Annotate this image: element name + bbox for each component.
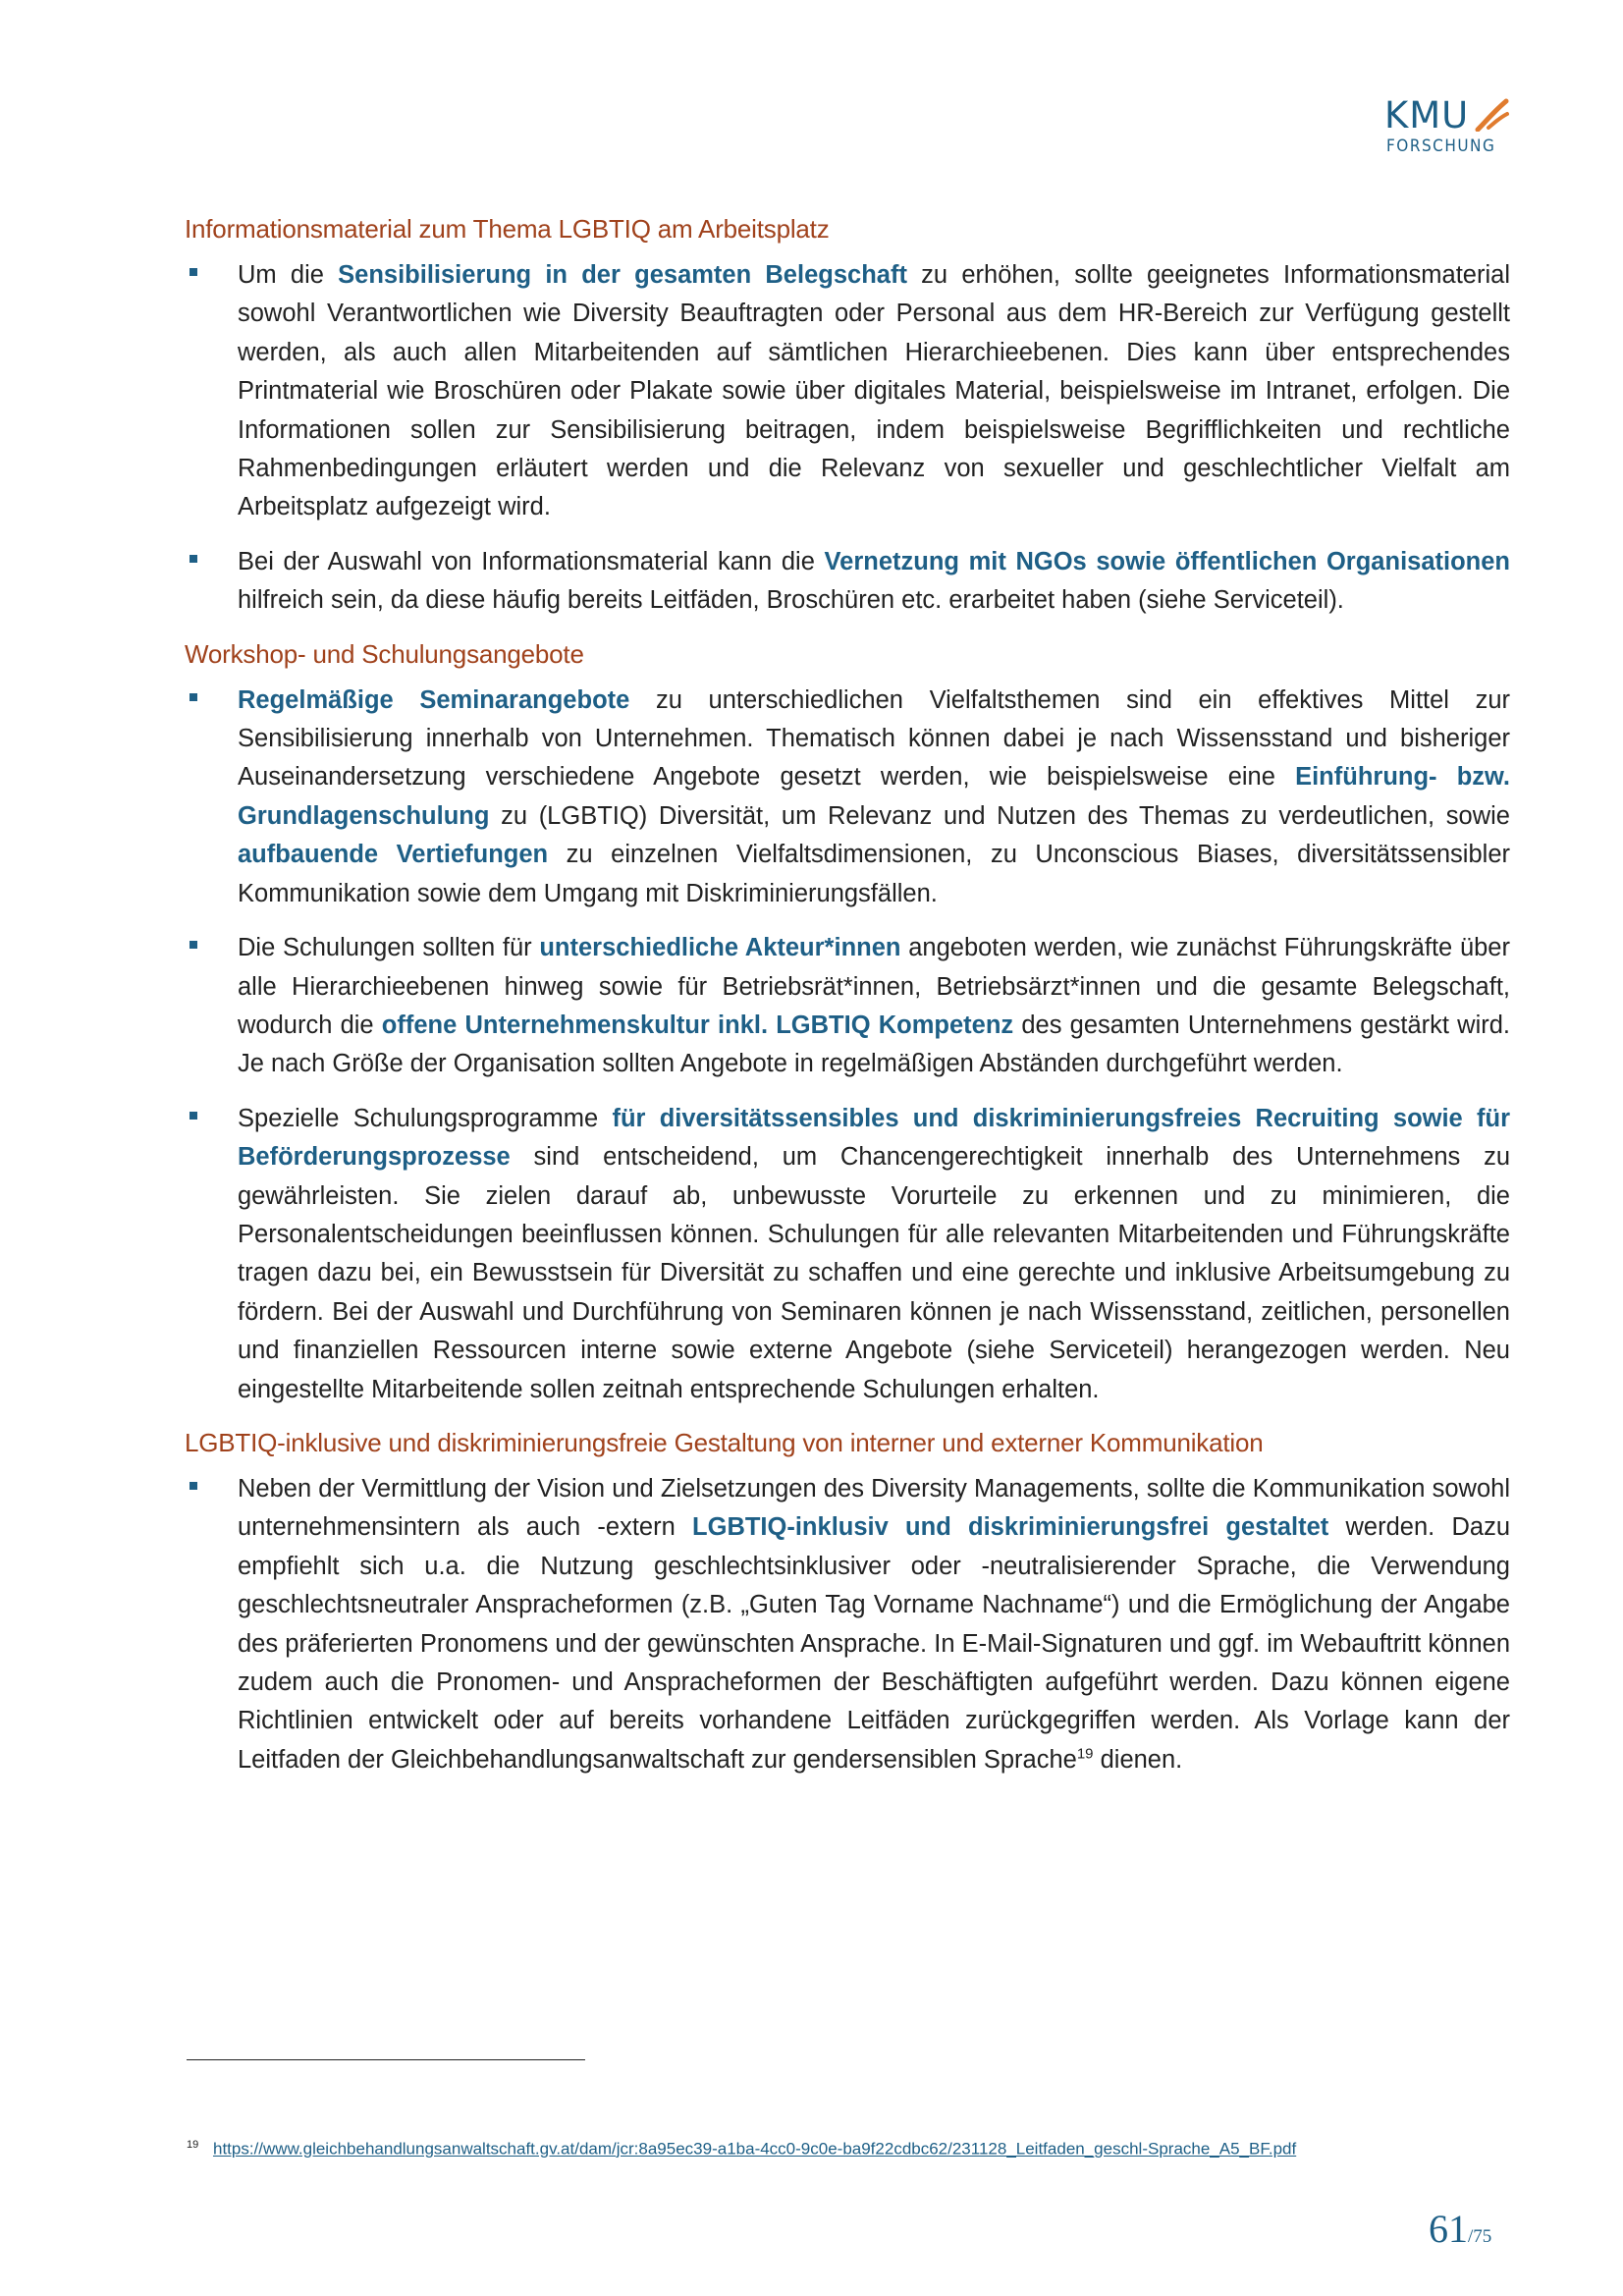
- paragraph: [238, 682, 1510, 913]
- section-heading: Informationsmaterial zum Thema LGBTIQ am Arbeitsplatz: [185, 214, 830, 244]
- text-run: Die Schulungen sollten für: [238, 934, 540, 962]
- text-run: dienen.: [1093, 1745, 1183, 1774]
- paragraph: [238, 1470, 1510, 1779]
- footnote-divider: [187, 2059, 585, 2060]
- document-body: [185, 211, 1510, 1795]
- paragraph: [238, 256, 1510, 527]
- page-number: [1429, 2206, 1491, 2252]
- highlighted-text: Regelmäßige Seminarangebote: [238, 685, 630, 714]
- footnote-reference: 19: [1076, 1745, 1094, 1763]
- text-run: angeboten werden, wie zunächst Führungskräfte über alle Hierarchieebenen hinweg sowie für Betriebsrät*innen, Betriebsärzt*innen und die gesamte Belegschaft, wodurch die: [238, 934, 1510, 1039]
- kmu-forschung-logo: [1384, 96, 1512, 165]
- logo-sub-text: FORSCHUNG: [1386, 137, 1496, 156]
- paragraph: [238, 929, 1510, 1084]
- list-item: [185, 929, 1510, 1084]
- highlighted-text: Einführung- bzw. Grundlagenschulung: [238, 763, 1510, 830]
- text-run: des gesamten Unternehmens gestärkt wird. Je nach Größe der Organisation sollten Angebote in regelmäßigen Abständen durchgeführt werden.: [238, 1011, 1510, 1078]
- paragraph: [238, 1100, 1510, 1409]
- highlighted-text: für diversitätssensibles und diskriminierungsfreies Recruiting sowie für Beförderungsprozesse: [238, 1104, 1510, 1172]
- bullet-list: [185, 1470, 1510, 1779]
- square-bullet-icon: [189, 693, 197, 701]
- square-bullet-icon: [189, 1112, 197, 1120]
- text-run: zu erhöhen, sollte geeignetes Informationsmaterial sowohl Verantwortlichen wie Diversity Beauftragten oder Personal aus dem HR-Bereich zur Verfügung gestellt werden, als auch allen Mitarbeitenden auf sämtlichen Hierarchieebenen. Dies kann über entsprechendes Printmaterial wie Broschüren oder Plakate sowie über digitales Material, beispielsweise im Intranet, erfolgen. Die Informationen sollen zur Sensibilisierung beitragen, indem beispielsweise Begrifflichkeiten und rechtliche Rahmenbedingungen erläutert werden und die Relevanz von sexueller und geschlechtlicher Vielfalt am Arbeitsplatz aufgezeigt wird.: [238, 261, 1510, 521]
- list-item: [185, 1100, 1510, 1409]
- footnote-number: 19: [187, 2139, 199, 2151]
- logo-kmu-text: KMU: [1384, 94, 1470, 137]
- highlighted-text: offene Unternehmenskultur inkl. LGBTIQ Kompetenz: [381, 1011, 1014, 1039]
- logo-swoosh-icon: [1474, 98, 1509, 132]
- footnote-link[interactable]: https://www.gleichbehandlungsanwaltschaft.gv.at/dam/jcr:8a95ec39-a1ba-4cc0-9c0e-ba9f22cdbc62/231128_Leitfaden_geschl-Sprache_A5_BF.pdf: [212, 2139, 1297, 2159]
- list-item: [185, 1470, 1510, 1779]
- text-run: werden. Dazu empfiehlt sich u.a. die Nutzung geschlechtsinklusiver oder -neutralisierender Sprache, die Verwendung geschlechtsneutraler Anspracheformen (z.B. „Guten Tag Vorname Nachname“) und die Ermöglichung der Angabe des präferierten Pronomens und der gewünschten Ansprache. In E-Mail-Signaturen und ggf. im Webauftritt können zudem auch die Pronomen- und Anspracheformen der Beschäftigten aufgeführt werden. Dazu können eigene Richtlinien entwickelt oder auf bereits vorhandene Leitfäden zurückgegriffen werden. Als Vorlage kann der Leitfaden der Gleichbehandlungsanwaltschaft zur gendersensiblen Sprache: [238, 1513, 1510, 1774]
- text-run: sind entscheidend, um Chancengerechtigkeit innerhalb des Unternehmens zu gewährleisten. Sie zielen darauf ab, unbewusste Vorurteile zu erkennen und zu minimieren, die Personalentscheidungen beeinflussen können. Schulungen für alle relevanten Mitarbeitenden und Führungskräfte tragen dazu bei, ein Bewusstsein für Diversität zu schaffen und eine gerechte und inklusive Arbeitsumgebung zu fördern. Bei der Auswahl und Durchführung von Seminaren können je nach Wissensstand, zeitlichen, personellen und finanziellen Ressourcen interne sowie externe Angebote (siehe Serviceteil) herangezogen werden. Neu eingestellte Mitarbeitende sollen zeitnah entsprechende Schulungen erhalten.: [238, 1143, 1510, 1403]
- highlighted-text: Sensibilisierung in der gesamten Belegschaft: [338, 261, 907, 289]
- text-run: Neben der Vermittlung der Vision und Zielsetzungen des Diversity Managements, sollte die Kommunikation sowohl unternehmensintern als auch -extern: [238, 1474, 1510, 1542]
- list-item: [185, 543, 1510, 621]
- square-bullet-icon: [189, 268, 197, 276]
- footnote: [187, 2133, 1296, 2161]
- paragraph: [238, 543, 1510, 621]
- bullet-list: [185, 256, 1510, 621]
- text-run: Bei der Auswahl von Informationsmaterial kann die: [238, 547, 825, 575]
- highlighted-text: Vernetzung mit NGOs sowie öffentlichen Organisationen: [824, 547, 1511, 575]
- section-heading: Workshop- und Schulungsangebote: [185, 638, 584, 669]
- page-number-total: /75: [1468, 2226, 1492, 2247]
- square-bullet-icon: [189, 1482, 197, 1490]
- highlighted-text: unterschiedliche Akteur*innen: [539, 934, 901, 962]
- text-run: Um die: [238, 261, 339, 289]
- text-run: Spezielle Schulungsprogramme: [238, 1104, 613, 1132]
- list-item: [185, 256, 1510, 527]
- bullet-list: [185, 682, 1510, 1409]
- square-bullet-icon: [189, 941, 197, 949]
- square-bullet-icon: [189, 555, 197, 563]
- text-run: zu unterschiedlichen Vielfaltsthemen sind ein effektives Mittel zur Sensibilisierung innerhalb von Unternehmen. Thematisch können dabei je nach Wissensstand und bisheriger Auseinandersetzung verschiedene Angebote gesetzt werden, wie beispielsweise eine: [238, 685, 1511, 792]
- page-number-current: 61: [1429, 2207, 1468, 2251]
- text-run: hilfreich sein, da diese häufig bereits Leitfäden, Broschüren etc. erarbeitet haben (siehe Serviceteil).: [238, 586, 1344, 615]
- text-run: zu einzelnen Vielfaltsdimensionen, zu Unconscious Biases, diversitätssensibler Kommunikation sowie dem Umgang mit Diskriminierungsfällen.: [238, 841, 1510, 907]
- list-item: [185, 682, 1510, 913]
- section-heading: LGBTIQ-inklusive und diskriminierungsfreie Gestaltung von interner und externer Kommunikation: [185, 1427, 1264, 1457]
- highlighted-text: LGBTIQ-inklusiv und diskriminierungsfrei gestaltet: [692, 1513, 1329, 1542]
- text-run: zu (LGBTIQ) Diversität, um Relevanz und Nutzen des Themas zu verdeutlichen, sowie: [489, 801, 1510, 830]
- highlighted-text: aufbauende Vertiefungen: [238, 841, 549, 869]
